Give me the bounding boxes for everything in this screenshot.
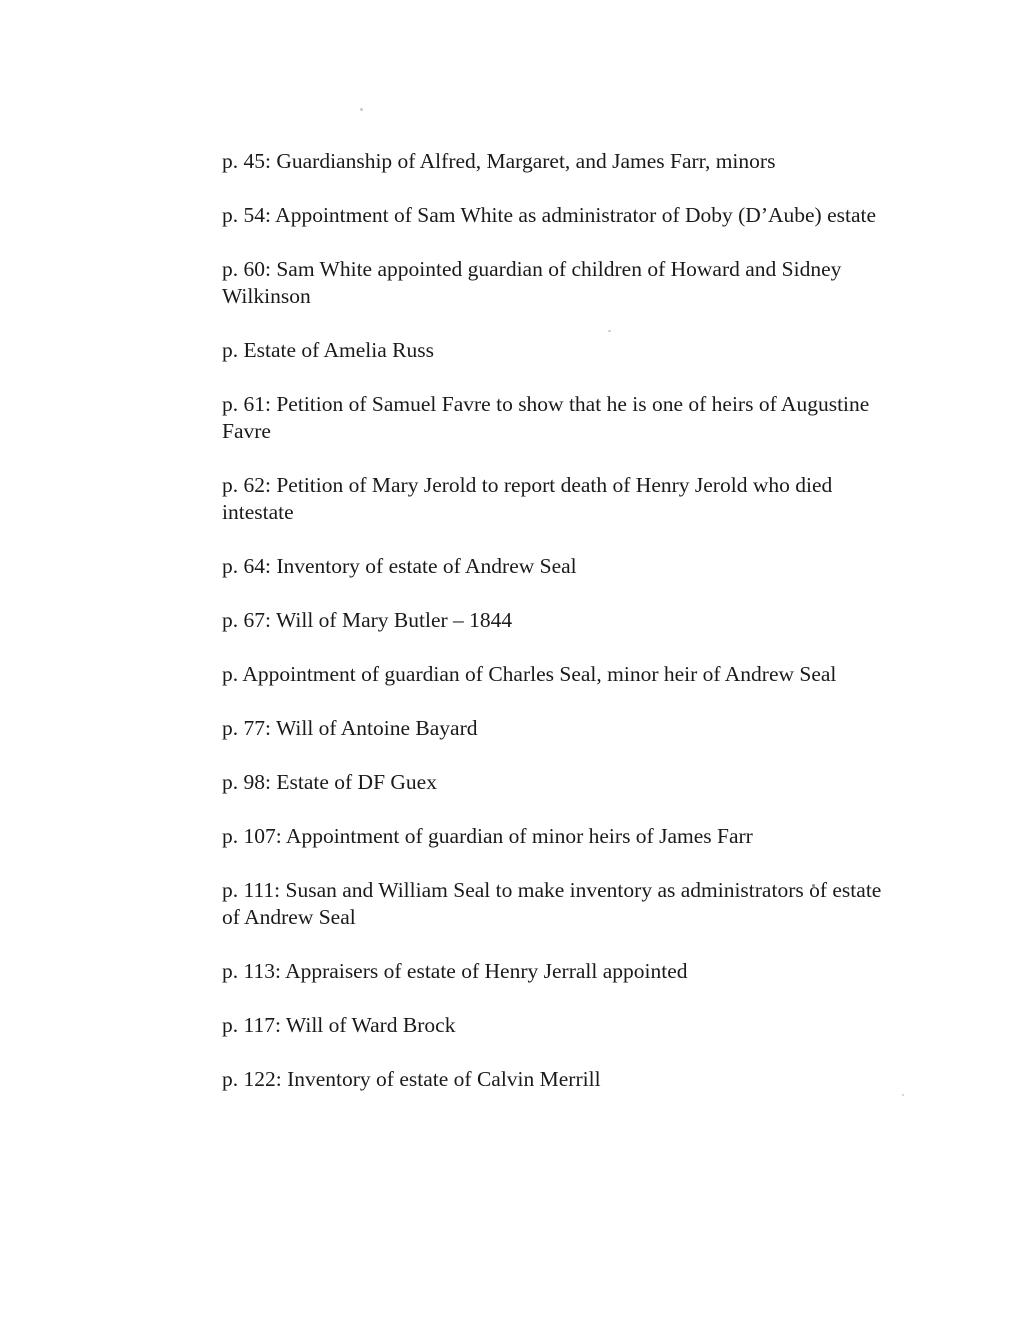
scan-speck — [360, 108, 363, 111]
index-entry: p. 64: Inventory of estate of Andrew Seal — [222, 554, 577, 578]
index-entry: p. 60: Sam White appointed guardian of children of Howard and Sidney Wilkinson — [222, 257, 842, 308]
index-entry: p. 117: Will of Ward Brock — [222, 1013, 456, 1037]
index-entry-list — [222, 148, 902, 1120]
index-entry: p. Estate of Amelia Russ — [222, 338, 434, 362]
index-entry: p. 54: Appointment of Sam White as administrator of Doby (D’Aube) estate — [222, 203, 877, 227]
index-entry: p. Appointment of guardian of Charles Seal, minor heir of Andrew Seal — [222, 662, 837, 686]
index-entry: p. 61: Petition of Samuel Favre to show that he is one of heirs of Augustine Favre — [222, 392, 870, 443]
index-entry: p. 111: Susan and William Seal to make inventory as administrators of estate of Andrew Seal — [222, 878, 882, 929]
index-entry: p. 45: Guardianship of Alfred, Margaret, and James Farr, minors — [222, 149, 776, 173]
index-entry: p. 62: Petition of Mary Jerold to report death of Henry Jerold who died intestate — [222, 473, 833, 524]
index-entry: p. 77: Will of Antoine Bayard — [222, 716, 478, 740]
scan-speck — [902, 1094, 904, 1096]
index-entry: p. 67: Will of Mary Butler – 1844 — [222, 608, 513, 632]
index-entry: p. 122: Inventory of estate of Calvin Merrill — [222, 1067, 601, 1091]
index-entry: p. 98: Estate of DF Guex — [222, 770, 437, 794]
index-entry: p. 107: Appointment of guardian of minor heirs of James Farr — [222, 824, 753, 848]
index-entry: p. 113: Appraisers of estate of Henry Jerrall appointed — [222, 959, 688, 983]
